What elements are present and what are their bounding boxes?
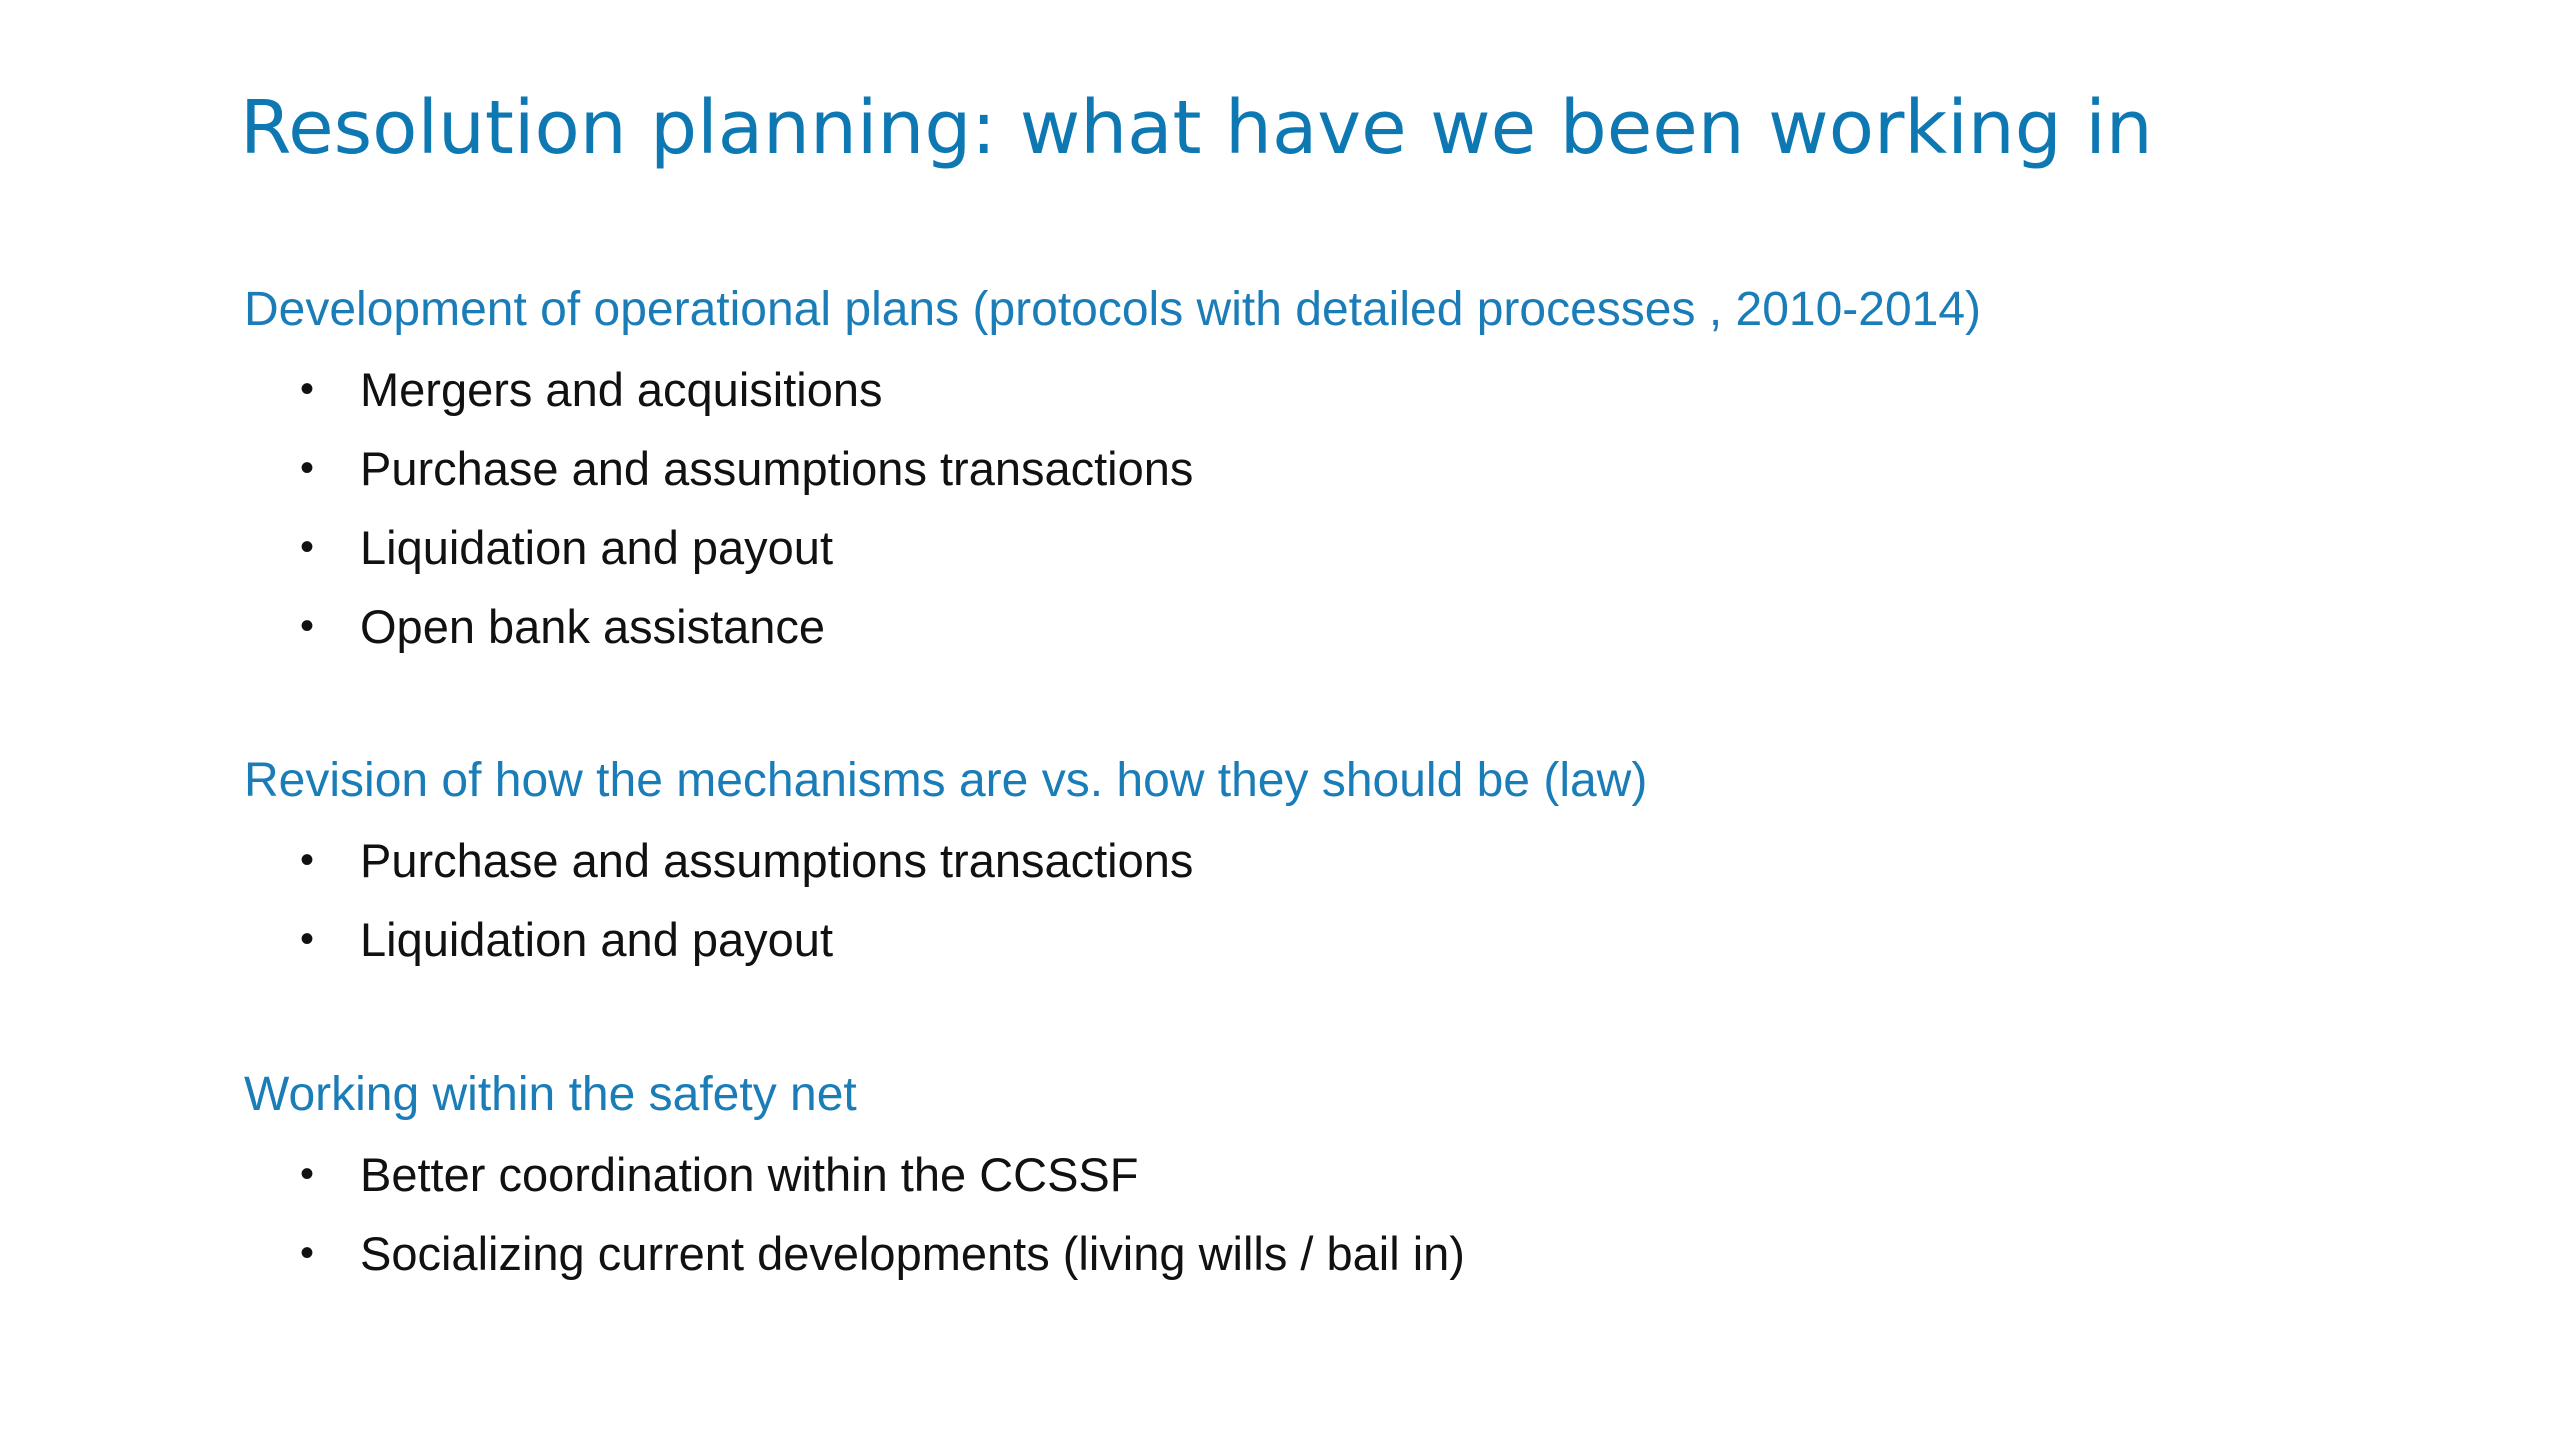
section-heading: Working within the safety net xyxy=(244,1068,857,1121)
bullet-list xyxy=(244,821,2344,979)
section-operational-plans xyxy=(244,272,2344,666)
bullet-icon: • xyxy=(300,1231,315,1275)
section-mechanisms-revision xyxy=(244,743,2344,979)
bullet-icon: • xyxy=(300,604,315,648)
list-item-text: Better coordination within the CCSSF xyxy=(360,1148,1139,1201)
list-item xyxy=(244,1214,2344,1293)
list-item xyxy=(244,587,2344,666)
list-item-text: Purchase and assumptions transactions xyxy=(360,834,1194,887)
bullet-icon: • xyxy=(300,446,315,490)
list-item-text: Socializing current developments (living wills / bail in) xyxy=(360,1227,1465,1280)
list-item-text: Liquidation and payout xyxy=(360,913,834,966)
bullet-list xyxy=(244,1135,2344,1293)
list-item-text: Purchase and assumptions transactions xyxy=(360,442,1194,495)
bullet-icon: • xyxy=(300,1152,315,1196)
list-item-text: Liquidation and payout xyxy=(360,521,834,574)
list-item xyxy=(244,429,2344,508)
bullet-icon: • xyxy=(300,367,315,411)
bullet-icon: • xyxy=(300,917,315,961)
section-heading: Revision of how the mechanisms are vs. how they should be (law) xyxy=(244,754,1648,807)
list-item xyxy=(244,900,2344,979)
bullet-list xyxy=(244,350,2344,666)
slide-title: Resolution planning: what have we been working in xyxy=(240,85,2153,171)
bullet-icon: • xyxy=(300,838,315,882)
list-item xyxy=(244,508,2344,587)
section-heading: Development of operational plans (protocols with detailed processes , 2010-2014) xyxy=(244,283,1982,336)
list-item xyxy=(244,350,2344,429)
bullet-icon: • xyxy=(300,525,315,569)
list-item-text: Open bank assistance xyxy=(360,600,826,653)
list-item-text: Mergers and acquisitions xyxy=(360,363,883,416)
section-safety-net xyxy=(244,1057,2344,1293)
list-item xyxy=(244,821,2344,900)
list-item xyxy=(244,1135,2344,1214)
